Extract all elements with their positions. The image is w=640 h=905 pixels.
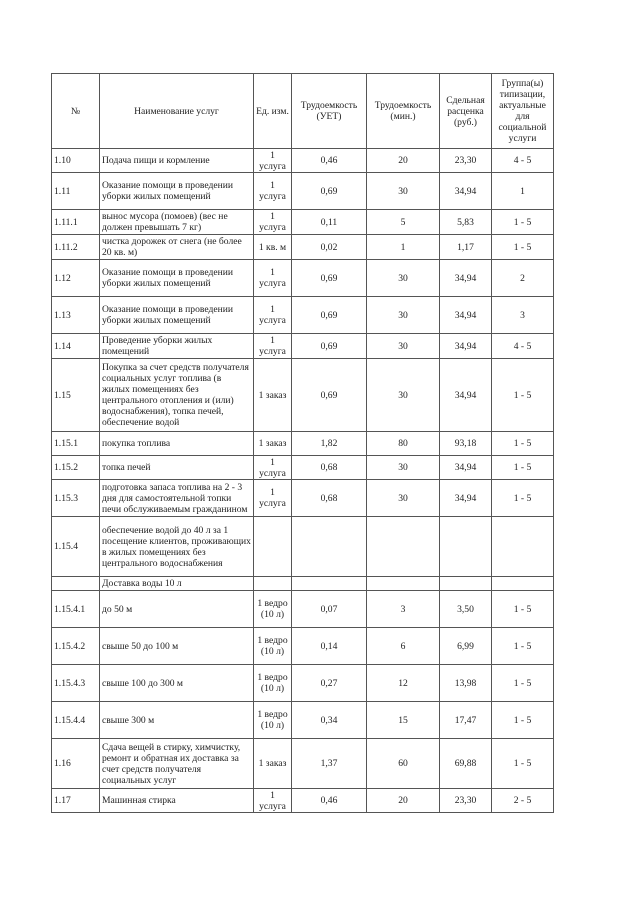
uet-cell: 0,68 [292, 456, 367, 480]
service-name: Сдача вещей в стирку, химчистку, ремонт и обратная их доставка за счет средств получателя социальных услуг [100, 739, 254, 789]
uet-cell: 0,69 [292, 260, 367, 297]
rate-cell [440, 517, 492, 577]
rate-cell: 13,98 [440, 665, 492, 702]
rate-cell [440, 577, 492, 591]
table-row [52, 235, 554, 260]
group-cell: 1 - 5 [492, 210, 554, 235]
group-cell [492, 577, 554, 591]
unit-cell [254, 517, 292, 577]
uet-cell: 0,02 [292, 235, 367, 260]
header-min: Трудоемкость (мин.) [367, 74, 440, 149]
rate-cell: 34,94 [440, 480, 492, 517]
row-number: 1.15.4 [52, 517, 100, 577]
table-row [52, 665, 554, 702]
group-cell: 1 - 5 [492, 432, 554, 456]
uet-cell: 0,69 [292, 334, 367, 359]
unit-cell: 1 услуга [254, 789, 292, 813]
service-name: Оказание помощи в проведении уборки жилых помещений [100, 260, 254, 297]
row-number: 1.11.1 [52, 210, 100, 235]
table-row [52, 628, 554, 665]
rate-cell: 93,18 [440, 432, 492, 456]
group-cell: 2 - 5 [492, 789, 554, 813]
service-name: обеспечение водой до 40 л за 1 посещение клиентов, проживающих в жилых помещениях без центрального водоснабжения [100, 517, 254, 577]
unit-cell: 1 кв. м [254, 235, 292, 260]
unit-cell: 1 ведро (10 л) [254, 591, 292, 628]
row-number: 1.11 [52, 173, 100, 210]
minutes-cell: 20 [367, 789, 440, 813]
uet-cell [292, 577, 367, 591]
uet-cell: 0,14 [292, 628, 367, 665]
group-cell: 1 [492, 173, 554, 210]
unit-cell: 1 услуга [254, 173, 292, 210]
unit-cell [254, 577, 292, 591]
minutes-cell: 30 [367, 173, 440, 210]
row-number: 1.12 [52, 260, 100, 297]
table-row [52, 149, 554, 173]
minutes-cell: 15 [367, 702, 440, 739]
row-number: 1.15.4.4 [52, 702, 100, 739]
minutes-cell: 30 [367, 456, 440, 480]
rate-cell: 5,83 [440, 210, 492, 235]
row-number: 1.13 [52, 297, 100, 334]
table-row [52, 517, 554, 577]
rate-cell: 69,88 [440, 739, 492, 789]
service-name: подготовка запаса топлива на 2 - 3 дня для самостоятельной топки печи обслуживаемым гражданином [100, 480, 254, 517]
service-name: Машинная стирка [100, 789, 254, 813]
group-cell: 1 - 5 [492, 591, 554, 628]
service-name: свыше 50 до 100 м [100, 628, 254, 665]
rate-cell: 34,94 [440, 359, 492, 432]
group-cell: 1 - 5 [492, 456, 554, 480]
unit-cell: 1 ведро (10 л) [254, 665, 292, 702]
service-name: Покупка за счет средств получателя социальных услуг топлива (в жилых помещениях без центрального отопления и (или) водоснабжения), топка печей, обеспечение водой [100, 359, 254, 432]
row-number: 1.17 [52, 789, 100, 813]
group-cell: 1 - 5 [492, 480, 554, 517]
unit-cell: 1 заказ [254, 359, 292, 432]
rate-cell: 1,17 [440, 235, 492, 260]
table-row [52, 432, 554, 456]
header-unit: Ед. изм. [254, 74, 292, 149]
table-row [52, 210, 554, 235]
rate-cell: 34,94 [440, 173, 492, 210]
minutes-cell [367, 517, 440, 577]
unit-cell: 1 ведро (10 л) [254, 628, 292, 665]
header-num: № [52, 74, 100, 149]
group-cell: 4 - 5 [492, 334, 554, 359]
group-cell: 1 - 5 [492, 702, 554, 739]
service-name: топка печей [100, 456, 254, 480]
uet-cell: 1,82 [292, 432, 367, 456]
row-number: 1.11.2 [52, 235, 100, 260]
row-number: 1.15.4.2 [52, 628, 100, 665]
table-row [52, 173, 554, 210]
table-header-row [52, 74, 554, 149]
table-row [52, 577, 554, 591]
table-row [52, 739, 554, 789]
minutes-cell: 30 [367, 359, 440, 432]
minutes-cell: 30 [367, 480, 440, 517]
row-number: 1.15.1 [52, 432, 100, 456]
group-cell: 1 - 5 [492, 235, 554, 260]
row-number: 1.15.4.1 [52, 591, 100, 628]
uet-cell: 0,69 [292, 359, 367, 432]
unit-cell: 1 услуга [254, 480, 292, 517]
services-table [51, 73, 554, 813]
uet-cell: 0,46 [292, 789, 367, 813]
group-cell: 1 - 5 [492, 665, 554, 702]
minutes-cell: 30 [367, 260, 440, 297]
group-cell: 2 [492, 260, 554, 297]
minutes-cell: 1 [367, 235, 440, 260]
unit-cell: 1 ведро (10 л) [254, 702, 292, 739]
row-number: 1.15 [52, 359, 100, 432]
minutes-cell: 12 [367, 665, 440, 702]
row-number: 1.14 [52, 334, 100, 359]
rate-cell: 34,94 [440, 334, 492, 359]
uet-cell: 1,37 [292, 739, 367, 789]
row-number: 1.10 [52, 149, 100, 173]
unit-cell: 1 услуга [254, 456, 292, 480]
uet-cell: 0,27 [292, 665, 367, 702]
minutes-cell: 30 [367, 334, 440, 359]
minutes-cell: 30 [367, 297, 440, 334]
uet-cell: 0,34 [292, 702, 367, 739]
unit-cell: 1 услуга [254, 334, 292, 359]
uet-cell: 0,46 [292, 149, 367, 173]
rate-cell: 34,94 [440, 297, 492, 334]
uet-cell: 0,11 [292, 210, 367, 235]
group-cell: 3 [492, 297, 554, 334]
service-name: Подача пищи и кормление [100, 149, 254, 173]
uet-cell [292, 517, 367, 577]
service-name: Оказание помощи в проведении уборки жилых помещений [100, 173, 254, 210]
service-name: покупка топлива [100, 432, 254, 456]
service-name: свыше 100 до 300 м [100, 665, 254, 702]
service-name: чистка дорожек от снега (не более 20 кв. м) [100, 235, 254, 260]
uet-cell: 0,07 [292, 591, 367, 628]
uet-cell: 0,68 [292, 480, 367, 517]
minutes-cell: 3 [367, 591, 440, 628]
rate-cell: 6,99 [440, 628, 492, 665]
unit-cell: 1 услуга [254, 149, 292, 173]
minutes-cell: 60 [367, 739, 440, 789]
row-number: 1.15.2 [52, 456, 100, 480]
group-cell: 1 - 5 [492, 628, 554, 665]
table-row [52, 591, 554, 628]
minutes-cell: 80 [367, 432, 440, 456]
rate-cell: 34,94 [440, 260, 492, 297]
table-row [52, 702, 554, 739]
rate-cell: 23,30 [440, 149, 492, 173]
uet-cell: 0,69 [292, 173, 367, 210]
minutes-cell: 20 [367, 149, 440, 173]
header-group: Группа(ы) типизации, актуальные для социальной услуги [492, 74, 554, 149]
minutes-cell [367, 577, 440, 591]
minutes-cell: 5 [367, 210, 440, 235]
table-row [52, 480, 554, 517]
service-name: Доставка воды 10 л [100, 577, 254, 591]
row-number [52, 577, 100, 591]
table-row [52, 297, 554, 334]
minutes-cell: 6 [367, 628, 440, 665]
header-uet: Трудоемкость (УЕТ) [292, 74, 367, 149]
table-row [52, 359, 554, 432]
group-cell: 4 - 5 [492, 149, 554, 173]
group-cell: 1 - 5 [492, 359, 554, 432]
group-cell: 1 - 5 [492, 739, 554, 789]
service-name: Проведение уборки жилых помещений [100, 334, 254, 359]
unit-cell: 1 услуга [254, 297, 292, 334]
header-rate: Сдельная расценка (руб.) [440, 74, 492, 149]
service-name: до 50 м [100, 591, 254, 628]
uet-cell: 0,69 [292, 297, 367, 334]
rate-cell: 3,50 [440, 591, 492, 628]
table-row [52, 789, 554, 813]
group-cell [492, 517, 554, 577]
rate-cell: 17,47 [440, 702, 492, 739]
unit-cell: 1 заказ [254, 739, 292, 789]
header-name: Наименование услуг [100, 74, 254, 149]
service-name: Оказание помощи в проведении уборки жилых помещений [100, 297, 254, 334]
row-number: 1.15.3 [52, 480, 100, 517]
table-row [52, 456, 554, 480]
rate-cell: 34,94 [440, 456, 492, 480]
rate-cell: 23,30 [440, 789, 492, 813]
row-number: 1.16 [52, 739, 100, 789]
service-name: вынос мусора (помоев) (вес не должен превышать 7 кг) [100, 210, 254, 235]
table-row [52, 334, 554, 359]
unit-cell: 1 услуга [254, 260, 292, 297]
unit-cell: 1 услуга [254, 210, 292, 235]
table-row [52, 260, 554, 297]
unit-cell: 1 заказ [254, 432, 292, 456]
service-name: свыше 300 м [100, 702, 254, 739]
row-number: 1.15.4.3 [52, 665, 100, 702]
